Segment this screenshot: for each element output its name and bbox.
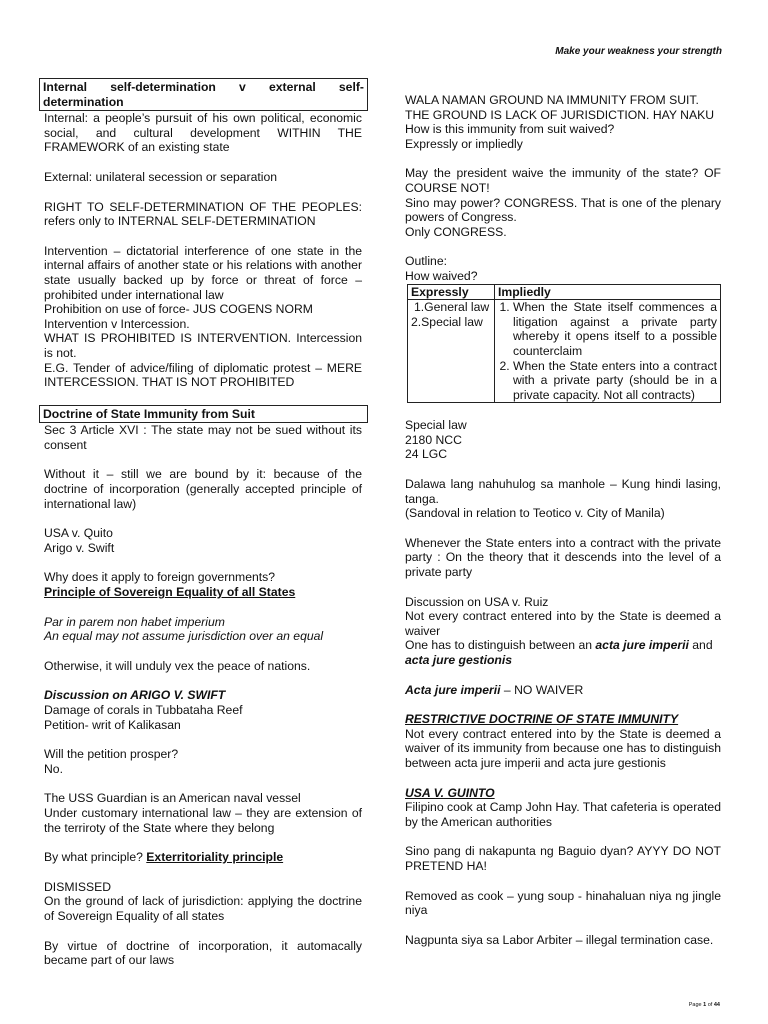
otherwise-text: Otherwise, it will unduly vex the peace of nations.: [44, 658, 311, 673]
dalawa-text: Dalawa lang nahuhulog sa manhole – Kung hindi lasing, tanga.: [405, 477, 721, 506]
table-header-row: [408, 284, 721, 300]
header-tagline: Make your weakness your strength: [555, 46, 722, 57]
discussion-ruiz: Discussion on USA v. Ruiz: [405, 594, 549, 609]
acta-jure-imperii-term: acta jure imperii: [595, 638, 689, 653]
page-label: Page: [688, 1002, 702, 1008]
uss-text: The USS Guardian is an American naval vessel: [44, 791, 301, 806]
distinguish-prefix: One has to distinguish between an: [405, 638, 596, 653]
principle-heading: Principle of Sovereign Equality of all States: [44, 585, 296, 600]
filipino-cook-text: Filipino cook at Camp John Hay. That cafeteria is operated by the American authorities: [405, 800, 721, 829]
whenever-text: Whenever the State enters into a contract with the private party : On the theory that it descends into the level of a private party: [405, 535, 721, 580]
case-citation: Arigo v. Swift: [44, 540, 115, 555]
impliedly-list: [498, 300, 717, 402]
latin-translation: An equal may not assume jurisdiction over an equal: [44, 629, 324, 644]
virtue-text: By virtue of doctrine of incorporation, it automacally became part of our laws: [44, 938, 362, 968]
distinguish-text: [405, 638, 721, 653]
lgc-citation: 24 LGC: [405, 447, 448, 462]
outline-label: Outline:: [405, 254, 448, 269]
external-definition: External: unilateral secession or separation: [44, 169, 278, 184]
intervention-v-intercession: Intervention v Intercession.: [44, 316, 190, 331]
and-text: and: [688, 638, 713, 653]
not-every-text: Not every contract entered into by the State is deemed a waiver: [405, 609, 721, 638]
box1-word: self-: [338, 80, 364, 94]
right-to-self-determination: RIGHT TO SELF-DETERMINATION OF THE PEOPLES: refers only to INTERNAL SELF-DETERMINATION: [44, 199, 362, 229]
acta-jure-gestionis-term: acta jure gestionis: [405, 653, 513, 667]
damage-text: Damage of corals in Tubbataha Reef: [44, 703, 243, 717]
by-what-principle: [44, 850, 362, 865]
sec3-text: Sec 3 Article XVI : The state may not be sued without its consent: [44, 423, 362, 452]
may-question: May the president waive the immunity of the state? OF COURSE NOT!: [405, 166, 721, 195]
page-number: 1: [703, 1002, 707, 1008]
no-answer: No.: [44, 761, 63, 776]
customary-text: Under customary international law – they are extension of the terriroty of the State where they belong: [44, 805, 362, 835]
example-text: E.G. Tender of advice/filing of diplomatic protest – MERE INTERCESSION. THAT IS NOT PROHIBITED: [44, 360, 362, 390]
expressly-or-impliedly: Expressly or impliedly: [405, 136, 523, 151]
sino-text: Sino may power? CONGRESS. That is one of the plenary powers of Congress.: [405, 195, 721, 225]
no-waiver-line: [405, 683, 721, 698]
right-column: [405, 93, 721, 947]
by-what-prefix: By what principle?: [44, 850, 143, 865]
will-question: Will the petition prosper?: [44, 747, 179, 762]
box1-word: v: [239, 80, 246, 94]
sino-pang-text: Sino pang di nakapunta ng Baguio dyan? AYYY DO NOT PRETEND HA!: [405, 844, 721, 873]
page-total: 44: [713, 1002, 720, 1008]
page-footer: [689, 1002, 720, 1008]
prohibition-text: Prohibition on use of force- JUS COGENS NORM: [44, 302, 313, 317]
how-question: How is this immunity from suit waived?: [405, 122, 615, 137]
acta-jure-imperii-term: Acta jure imperii: [405, 682, 501, 697]
expressly-cell: [408, 300, 495, 403]
left-column: [44, 78, 362, 968]
only-congress: Only CONGRESS.: [405, 224, 507, 239]
no-waiver-text: – NO WAIVER: [500, 682, 584, 697]
how-waived-label: How waived?: [405, 268, 478, 283]
prohibited-text: WHAT IS PROHIBITED IS INTERVENTION. Intercession is not.: [44, 331, 362, 360]
removed-text: Removed as cook – yung soup - hinahaluan niya ng jingle niya: [405, 888, 721, 918]
table-header-impliedly: Impliedly: [495, 284, 721, 300]
internal-definition: Internal: a people’s pursuit of his own political, economic social, and cultural development WITHIN THE FRAMEWORK of an existing state: [44, 111, 362, 155]
box1-word: Internal: [43, 80, 88, 94]
restrictive-doctrine-heading: RESTRICTIVE DOCTRINE OF STATE IMMUNITY: [405, 712, 679, 727]
box1-word: external: [268, 80, 316, 94]
list-item: 2.Special law: [411, 314, 483, 329]
dismissed-text: DISMISSED: [44, 879, 112, 894]
sandoval-text: (Sandoval in relation to Teotico v. City of Manila): [405, 506, 665, 521]
special-law-label: Special law: [405, 418, 467, 433]
wala-line2: THE GROUND IS LACK OF JURISDICTION. HAY NAKU: [405, 107, 715, 122]
list-item: 1. When the State itself commences a litigation against a private party whereby it opens itself to a possible counterclaim: [513, 300, 717, 358]
box1-word: self-determination: [110, 80, 216, 94]
page-of: of: [707, 1002, 713, 1008]
nagpunta-text: Nagpunta siya sa Labor Arbiter – illegal termination case.: [405, 932, 714, 947]
why-question: Why does it apply to foreign governments?: [44, 570, 276, 585]
waiver-table: [407, 284, 721, 404]
discussion-arigo-heading: Discussion on ARIGO V. SWIFT: [44, 688, 226, 703]
ground-text: On the ground of lack of jurisdiction: applying the doctrine of Sovereign Equality of all states: [44, 894, 362, 923]
impliedly-cell: [495, 300, 721, 403]
petition-text: Petition- writ of Kalikasan: [44, 717, 181, 732]
table-header-expressly: Expressly: [408, 284, 495, 300]
case-citation: USA v. Quito: [44, 526, 113, 541]
guinto-heading: USA V. GUINTO: [405, 785, 495, 800]
wala-line1: WALA NAMAN GROUND NA IMMUNITY FROM SUIT.: [405, 93, 699, 107]
exterritoriality-principle: Exterritoriality principle: [146, 850, 284, 865]
ncc-citation: 2180 NCC: [405, 432, 462, 447]
latin-maxim: Par in parem non habet imperium: [44, 614, 225, 629]
without-text: Without it – still we are bound by it: because of the doctrine of incorporation (generally accepted principle of international law): [44, 467, 362, 511]
section-box-self-determination: [39, 78, 368, 111]
list-item: 2. When the State enters into a contract with a private party (should be in a private capacity. Not all contracts): [513, 359, 717, 403]
restrictive-text: Not every contract entered into by the State is deemed a waiver of its immunity from because one has to distinguish between acta jure imperii and acta jure gestionis: [405, 726, 721, 770]
section-box-state-immunity: Doctrine of State Immunity from Suit: [39, 405, 368, 424]
box1-line2: determination: [43, 94, 124, 109]
intervention-definition: Intervention – dictatorial interference of one state in the internal affairs of another state or his relations with another state usually backed up by force or threat of force – prohibited under international law: [44, 243, 362, 302]
table-row: [408, 300, 721, 403]
list-item: 1.General law: [414, 300, 490, 315]
